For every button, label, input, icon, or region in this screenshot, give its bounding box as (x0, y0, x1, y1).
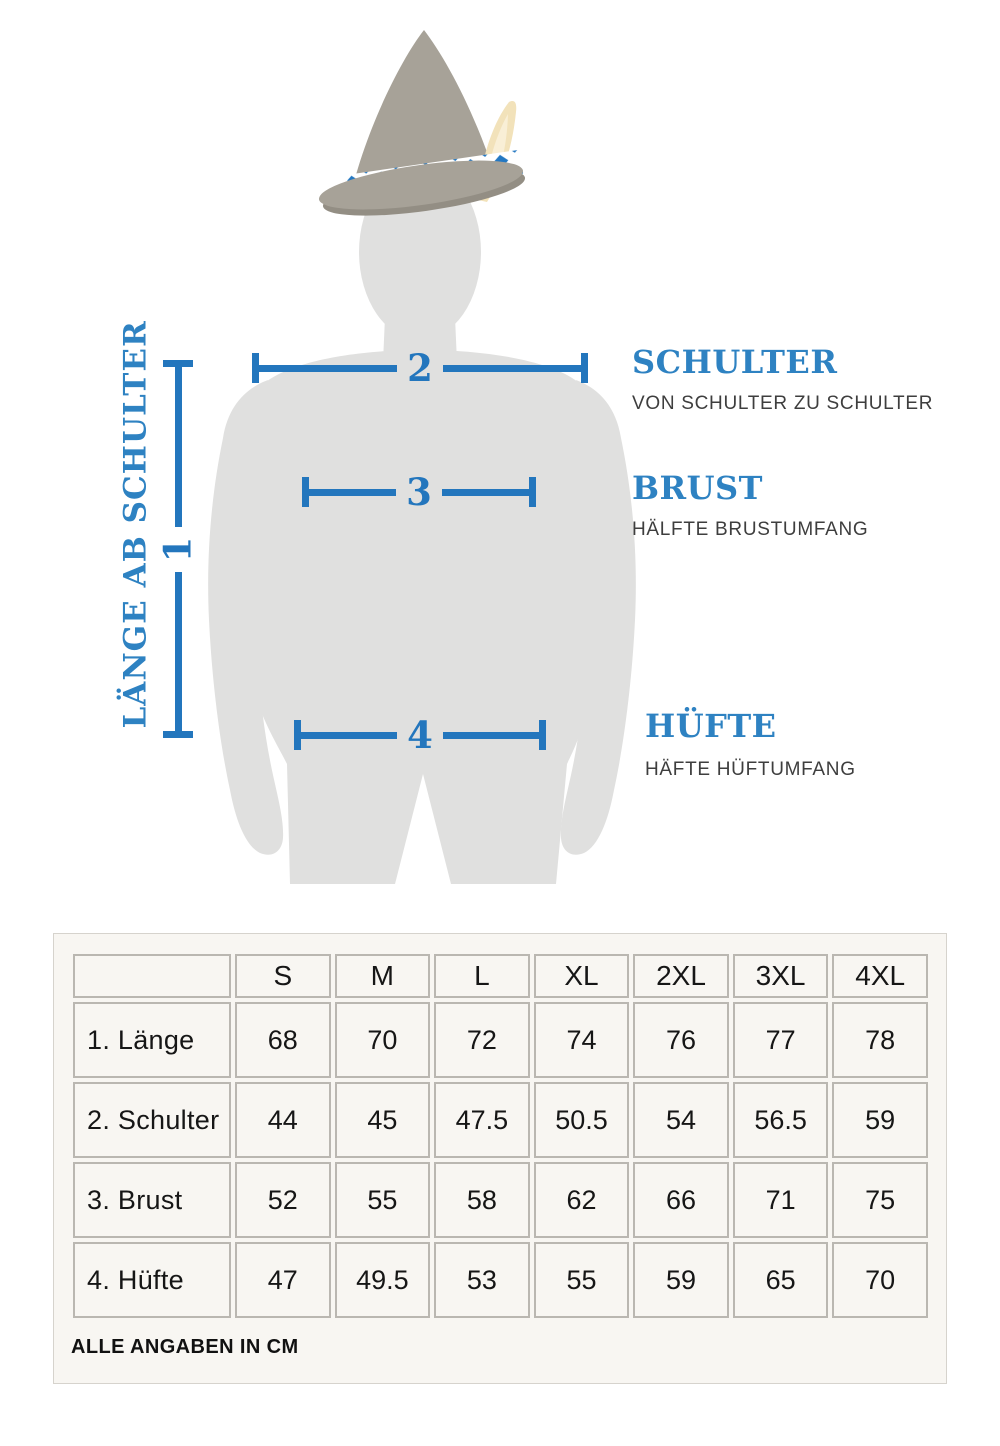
row-label: 1. Länge (73, 1002, 231, 1078)
cell-value: 78 (832, 1002, 928, 1078)
cell-value: 44 (235, 1082, 331, 1158)
cell-value: 59 (633, 1242, 729, 1318)
line-bar (442, 489, 529, 496)
table-row-laenge (73, 1002, 928, 1078)
cell-value: 71 (733, 1162, 829, 1238)
line-bar (301, 732, 397, 739)
cell-value: 55 (534, 1242, 630, 1318)
size-column-header: L (434, 954, 530, 998)
row-label: 2. Schulter (73, 1082, 231, 1158)
line-bar (443, 365, 581, 372)
line-cap (252, 353, 259, 383)
table-row-brust (73, 1162, 928, 1238)
size-table-panel (53, 933, 947, 1384)
line-bar (175, 367, 182, 527)
measurement-number-3: 3 (406, 469, 432, 514)
size-column-header: 4XL (832, 954, 928, 998)
size-column-header: XL (534, 954, 630, 998)
cell-value: 55 (335, 1162, 431, 1238)
chest-label-block (632, 469, 869, 542)
hip-title: HÜFTE (645, 707, 777, 745)
cell-value: 70 (335, 1002, 431, 1078)
cell-value: 75 (832, 1162, 928, 1238)
line-bar (443, 732, 539, 739)
shoulder-label-block (632, 343, 934, 416)
size-column-header: S (235, 954, 331, 998)
shoulder-subtitle: VON SCHULTER ZU SCHULTER (632, 393, 934, 414)
chest-subtitle: HÄLFTE BRUSTUMFANG (632, 519, 869, 540)
cell-value: 59 (832, 1082, 928, 1158)
cell-value: 62 (534, 1162, 630, 1238)
cell-value: 53 (434, 1242, 530, 1318)
cell-value: 47 (235, 1242, 331, 1318)
row-label: 3. Brust (73, 1162, 231, 1238)
cell-value: 52 (235, 1162, 331, 1238)
size-column-header: 2XL (633, 954, 729, 998)
line-cap (163, 360, 193, 367)
line-cap (163, 731, 193, 738)
chest-title: BRUST (632, 469, 763, 507)
table-row-schulter (73, 1082, 928, 1158)
corner-cell (73, 954, 231, 998)
measurement-line-shoulder (252, 345, 588, 390)
cell-value: 66 (633, 1162, 729, 1238)
cell-value: 65 (733, 1242, 829, 1318)
shoulder-title: SCHULTER (632, 343, 838, 381)
cell-value: 72 (434, 1002, 530, 1078)
cell-value: 76 (633, 1002, 729, 1078)
measurement-line-hip (294, 712, 546, 757)
units-footnote: ALLE ANGABEN IN CM (71, 1336, 299, 1358)
line-bar (309, 489, 396, 496)
line-bar (259, 365, 397, 372)
measurement-number-4: 4 (407, 712, 433, 757)
cell-value: 58 (434, 1162, 530, 1238)
cell-value: 47.5 (434, 1082, 530, 1158)
line-cap (302, 477, 309, 507)
table-row-huefte (73, 1242, 928, 1318)
measurement-line-chest (302, 469, 536, 514)
line-cap (539, 720, 546, 750)
measurement-line-length (155, 360, 200, 738)
line-cap (294, 720, 301, 750)
measurement-number-2: 2 (407, 345, 433, 390)
line-cap (581, 353, 588, 383)
cell-value: 49.5 (335, 1242, 431, 1318)
length-axis-label: LÄNGE AB SCHULTER (117, 320, 154, 729)
cell-value: 50.5 (534, 1082, 630, 1158)
size-column-header: M (335, 954, 431, 998)
cell-value: 77 (733, 1002, 829, 1078)
hip-subtitle: HÄFTE HÜFTUMFANG (645, 759, 856, 780)
cell-value: 45 (335, 1082, 431, 1158)
cell-value: 54 (633, 1082, 729, 1158)
hip-label-block (645, 707, 856, 782)
cell-value: 56.5 (733, 1082, 829, 1158)
size-table (69, 950, 932, 1322)
bavarian-hat-icon (316, 30, 527, 225)
cell-value: 68 (235, 1002, 331, 1078)
line-bar (175, 572, 182, 732)
size-column-header: 3XL (733, 954, 829, 998)
man-silhouette (208, 164, 636, 884)
line-cap (529, 477, 536, 507)
cell-value: 70 (832, 1242, 928, 1318)
size-table-header-row (73, 954, 928, 998)
measurement-number-1: 1 (155, 536, 200, 562)
row-label: 4. Hüfte (73, 1242, 231, 1318)
cell-value: 74 (534, 1002, 630, 1078)
